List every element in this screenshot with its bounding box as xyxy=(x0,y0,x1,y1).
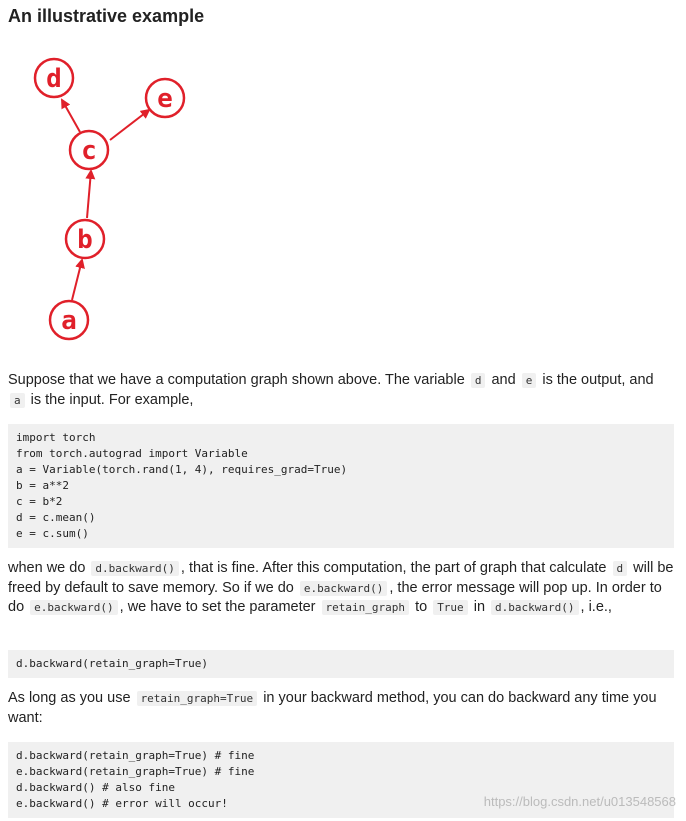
node-c xyxy=(70,131,108,169)
node-e-label: e xyxy=(157,84,173,114)
inline-code-retain-graph-true: retain_graph=True xyxy=(137,691,258,706)
edge-b-to-c xyxy=(87,171,91,218)
node-a xyxy=(50,301,88,339)
inline-code-e-backward: e.backward() xyxy=(30,600,117,615)
code-block-backward-calls: d.backward(retain_graph=True) # fine e.backward(retain_graph=True) # fine d.backward() # also fine e.backward() # error will occur! xyxy=(8,742,674,818)
inline-code-e-backward: e.backward() xyxy=(300,581,387,596)
inline-code-d: d xyxy=(471,373,486,388)
inline-code-retain-graph: retain_graph xyxy=(322,600,409,615)
edge-c-to-e xyxy=(110,110,149,140)
inline-code-true: True xyxy=(433,600,468,615)
watermark: https://blog.csdn.net/u013548568 xyxy=(483,794,676,809)
explanation-paragraph: when we do d.backward() , that is fine. After this computation, the part of graph that calculate d will be freed by default to save memory. So if we do e.backward() , the error message will pop up. In order to do e.backward() , we have to set the parameter retain_graph to True in d.backward() , i.e., xyxy=(8,560,674,615)
edge-c-to-d xyxy=(62,100,80,132)
node-d-label: d xyxy=(46,64,62,94)
node-b-label: b xyxy=(77,225,93,255)
section-title: An illustrative example xyxy=(8,6,205,26)
inline-code-e: e xyxy=(522,373,537,388)
code-block-retain-graph: d.backward(retain_graph=True) xyxy=(8,650,674,678)
node-e xyxy=(146,79,184,117)
inline-code-d-backward: d.backward() xyxy=(91,561,178,576)
computation-graph-diagram xyxy=(20,50,220,350)
intro-paragraph: Suppose that we have a computation graph shown above. The variable d and e is the output, and a is the input. For example, xyxy=(8,372,654,408)
inline-code-d-backward: d.backward() xyxy=(491,600,578,615)
inline-code-d: d xyxy=(613,561,628,576)
conclusion-paragraph: As long as you use retain_graph=True in your backward method, you can do backward any time you want: xyxy=(8,690,657,726)
node-b xyxy=(66,220,104,258)
node-a-label: a xyxy=(61,306,77,336)
edge-a-to-b xyxy=(72,260,82,300)
node-c-label: c xyxy=(81,136,97,166)
inline-code-a: a xyxy=(10,393,25,408)
node-d xyxy=(35,59,73,97)
code-block-example: import torch from torch.autograd import Variable a = Variable(torch.rand(1, 4), requires_grad=True) b = a**2 c = b*2 d = c.mean() e = c.sum() xyxy=(8,424,674,548)
